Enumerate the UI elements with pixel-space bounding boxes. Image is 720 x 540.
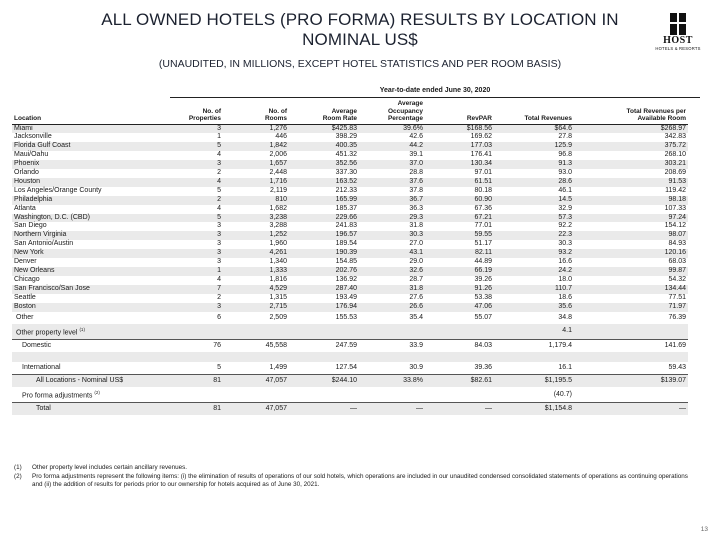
cell-revenues (494, 352, 574, 362)
cell-per-room: $268.97 (574, 124, 688, 133)
cell-per-room: 68.03 (668, 258, 686, 266)
cell-rooms: 1,499 (269, 363, 287, 371)
cell-adr: 196.57 (289, 231, 359, 240)
cell-revpar (425, 387, 494, 403)
cell-properties: 5 (157, 142, 223, 151)
cell-properties: 81 (157, 403, 223, 416)
cell-location: San Diego (14, 222, 47, 230)
cell-occupancy: 28.8 (409, 169, 423, 177)
cell-properties: 4 (217, 204, 221, 212)
col-header-rev-per-room: Total Revenues per Available Room (574, 100, 688, 124)
cell-rooms: 4,261 (223, 249, 289, 258)
cell-adr: 163.52 (289, 178, 359, 187)
cell-adr (289, 352, 359, 362)
cell-rooms: 45,558 (223, 339, 289, 352)
cell-location: International (22, 363, 61, 371)
cell-revenues: 91.3 (494, 160, 574, 169)
cell-per-room: 208.69 (664, 169, 686, 177)
cell-per-room: 84.93 (668, 240, 686, 248)
col-header-occupancy: Average Occupancy Percentage (359, 100, 425, 124)
cell-revpar (425, 324, 494, 340)
cell-revenues: (40.7) (553, 390, 572, 398)
cell-location: New Orleans (12, 267, 157, 276)
cell-location: All Locations - Nominal US$ (12, 374, 157, 387)
cell-rooms: 2,448 (269, 169, 287, 177)
cell-occupancy: 33.8% (359, 374, 425, 387)
cell-location: Domestic (12, 339, 157, 352)
table-row (12, 169, 688, 178)
cell-properties: 2 (217, 293, 221, 301)
cell-per-room: 342.83 (664, 133, 686, 141)
cell-revpar: 130.34 (425, 160, 494, 169)
cell-revpar: 67.21 (425, 214, 494, 223)
table-row (12, 205, 688, 214)
cell-location: Other (16, 313, 34, 321)
cell-rooms: 1,276 (223, 124, 289, 133)
cell-per-room: 99.87 (574, 267, 688, 276)
cell-location: Denver (14, 258, 37, 266)
cell-occupancy: 44.2 (359, 142, 425, 151)
cell-revpar: 66.19 (425, 267, 494, 276)
table-row (12, 187, 688, 196)
col-header-location: Location (12, 100, 157, 124)
cell-adr: $244.10 (289, 374, 359, 387)
cell-adr: 287.40 (289, 285, 359, 294)
cell-adr: 176.94 (289, 303, 359, 312)
cell-adr: 212.33 (335, 186, 357, 194)
cell-location: Maui/Oahu (14, 151, 49, 159)
cell-location: Chicago (14, 275, 40, 283)
cell-revenues: 28.6 (494, 178, 574, 187)
cell-occupancy: 36.7 (359, 196, 425, 205)
cell-properties (157, 387, 223, 403)
cell-adr: 189.54 (335, 240, 357, 248)
table-row (12, 387, 688, 403)
cell-revpar: 91.26 (425, 285, 494, 294)
cell-revenues: 93.2 (494, 249, 574, 258)
cell-rooms: 2,006 (269, 151, 287, 159)
cell-rooms: 2,509 (269, 313, 287, 321)
cell-properties: 3 (157, 249, 223, 258)
table-row (12, 222, 688, 231)
cell-properties: 1 (157, 267, 223, 276)
cell-revenues: 18.6 (558, 293, 572, 301)
cell-revenues: 18.0 (558, 275, 572, 283)
cell-occupancy: 35.4 (409, 313, 423, 321)
cell-adr: 398.29 (335, 133, 357, 141)
cell-revenues: 14.5 (494, 196, 574, 205)
table-row (12, 267, 688, 276)
cell-adr: 155.53 (335, 313, 357, 321)
cell-per-room: 98.18 (574, 196, 688, 205)
cell-rooms: 810 (223, 196, 289, 205)
cell-revenues: 22.3 (494, 231, 574, 240)
col-header-properties: No. of Properties (157, 100, 223, 124)
cell-location: Orlando (14, 169, 39, 177)
cell-location: Total (12, 403, 157, 416)
cell-revpar: 84.03 (425, 339, 494, 352)
cell-revpar: 39.36 (474, 363, 492, 371)
cell-per-room: $139.07 (574, 374, 688, 387)
cell-location: New York (12, 249, 157, 258)
cell-revpar: 39.26 (474, 275, 492, 283)
cell-location: Los Angeles/Orange County (14, 186, 102, 194)
cell-location: Jacksonville (14, 133, 52, 141)
table-row (12, 133, 688, 142)
cell-revpar: 80.18 (474, 186, 492, 194)
cell-rooms (223, 324, 289, 340)
table-row (12, 231, 688, 240)
cell-location: Florida Gulf Coast (12, 142, 157, 151)
cell-location: Seattle (14, 293, 36, 301)
cell-properties: 5 (217, 186, 221, 194)
host-logo (648, 13, 708, 51)
cell-revpar: 55.07 (474, 313, 492, 321)
table-row (12, 214, 688, 223)
cell-revpar: $82.61 (425, 374, 494, 387)
cell-revenues: 16.1 (558, 363, 572, 371)
cell-occupancy: 29.0 (409, 258, 423, 266)
cell-properties: 3 (217, 258, 221, 266)
cell-rooms: 1,842 (223, 142, 289, 151)
cell-properties (157, 352, 223, 362)
cell-properties: 1 (217, 133, 221, 141)
cell-revenues: 93.0 (558, 169, 572, 177)
cell-occupancy: 32.6 (359, 267, 425, 276)
cell-adr (289, 324, 359, 340)
cell-adr: 202.76 (289, 267, 359, 276)
cell-per-room: 54.32 (668, 275, 686, 283)
cell-adr: 185.37 (335, 204, 357, 212)
cell-rooms: 1,252 (223, 231, 289, 240)
cell-rooms: 1,340 (269, 258, 287, 266)
cell-occupancy: 39.1 (409, 151, 423, 159)
cell-location: Miami (12, 124, 157, 133)
cell-revenues: 57.3 (494, 214, 574, 223)
cell-occupancy: 28.7 (409, 275, 423, 283)
cell-revenues: 125.9 (494, 142, 574, 151)
cell-revenues: 1,179.4 (494, 339, 574, 352)
cell-revpar: 59.55 (425, 231, 494, 240)
cell-revpar: 169.62 (470, 133, 492, 141)
cell-per-room: 97.24 (574, 214, 688, 223)
cell-per-room (574, 387, 688, 403)
cell-per-room: 268.10 (664, 151, 686, 159)
table-row (12, 258, 688, 267)
cell-properties: 4 (157, 178, 223, 187)
cell-revenues: $1,154.8 (494, 403, 574, 416)
cell-location: Atlanta (14, 204, 36, 212)
cell-adr: 127.54 (335, 363, 357, 371)
cell-occupancy: 37.6 (359, 178, 425, 187)
cell-occupancy: 31.8 (359, 285, 425, 294)
table-row (12, 324, 688, 340)
cell-revenues: $64.6 (494, 124, 574, 133)
cell-location: Washington, D.C. (CBD) (12, 214, 157, 223)
cell-rooms: 47,057 (223, 374, 289, 387)
cell-revenues: 27.8 (558, 133, 572, 141)
table-row (12, 249, 688, 258)
cell-rooms: 47,057 (223, 403, 289, 416)
cell-location: San Antonio/Austin (14, 240, 74, 248)
cell-per-room: 141.69 (574, 339, 688, 352)
cell-per-room: 76.39 (668, 313, 686, 321)
cell-per-room: 119.42 (665, 186, 686, 194)
cell-occupancy: 30.9 (409, 363, 423, 371)
cell-properties: 6 (217, 313, 221, 321)
cell-adr (289, 387, 359, 403)
col-header-rooms: No. of Rooms (223, 100, 289, 124)
cell-rooms: 2,119 (270, 186, 287, 194)
cell-rooms: 1,716 (223, 178, 289, 187)
cell-revenues: 35.6 (494, 303, 574, 312)
table-row (12, 374, 688, 387)
cell-adr: — (289, 403, 359, 416)
cell-rooms: 1,682 (269, 204, 287, 212)
cell-occupancy: 26.6 (359, 303, 425, 312)
cell-occupancy: 37.0 (359, 160, 425, 169)
table-row (12, 196, 688, 205)
cell-rooms (223, 352, 289, 362)
cell-revpar: — (425, 403, 494, 416)
table-row (12, 339, 688, 352)
cell-properties: 3 (157, 160, 223, 169)
col-header-total-revenues: Total Revenues (494, 100, 574, 124)
table-row (12, 362, 688, 375)
col-header-revpar: RevPAR (425, 100, 494, 124)
cell-revenues: 110.7 (494, 285, 574, 294)
cell-revpar: 61.51 (425, 178, 494, 187)
cell-revpar: 44.89 (474, 258, 492, 266)
cell-occupancy: 39.6% (359, 124, 425, 133)
cell-revenues: 32.9 (558, 204, 572, 212)
cell-properties: 3 (217, 222, 221, 230)
cell-revenues: 46.1 (558, 186, 572, 194)
cell-occupancy: 33.9 (359, 339, 425, 352)
cell-occupancy (359, 387, 425, 403)
table-row (12, 240, 688, 249)
results-table (12, 100, 688, 415)
cell-revenues: 24.2 (494, 267, 574, 276)
logo-wordmark: HOST (663, 35, 693, 46)
footnote: (2) Pro forma adjustments represent the following items: (i) the elimination of results of operations of our sold hotels, which operations are included in our unaudited condensed consolidated statements of operations as continuing operations and (ii) the addition of results for periods prior to our ownership for hotels acquired as of June 30, 2021. (14, 472, 688, 488)
cell-adr: 136.92 (335, 275, 357, 283)
cell-revenues: 92.2 (558, 222, 572, 230)
cell-adr: 165.99 (289, 196, 359, 205)
cell-occupancy: 36.3 (409, 204, 423, 212)
cell-rooms: 1,960 (269, 240, 287, 248)
cell-revpar: 67.36 (474, 204, 492, 212)
cell-revpar: 53.38 (474, 293, 492, 301)
cell-rooms: 1,333 (223, 267, 289, 276)
table-row (12, 276, 688, 285)
cell-occupancy: 29.3 (359, 214, 425, 223)
cell-location: Philadelphia (12, 196, 157, 205)
cell-location: Other property level $^{(1)}$ (12, 324, 157, 340)
cell-revpar: 77.01 (474, 222, 492, 230)
cell-location: Pro forma adjustments $^{(2)}$ (22, 389, 100, 400)
page-subtitle: (UNAUDITED, IN MILLIONS, EXCEPT HOTEL STATISTICS AND PER ROOM BASIS) (158, 58, 562, 70)
cell-properties: 3 (217, 240, 221, 248)
cell-adr: 352.56 (289, 160, 359, 169)
cell-per-room: 98.07 (574, 231, 688, 240)
cell-rooms: 4,529 (223, 285, 289, 294)
table-row (12, 294, 688, 303)
footnote: (1) Other property level includes certain ancillary revenues. (14, 464, 188, 471)
page-number: 13 (700, 526, 708, 533)
cell-rooms: 2,715 (223, 303, 289, 312)
cell-rooms: 1,816 (269, 275, 287, 283)
cell-per-room (574, 324, 688, 340)
cell-rooms: 3,288 (269, 222, 287, 230)
cell-location: Phoenix (12, 160, 157, 169)
cell-per-room: 375.72 (574, 142, 688, 151)
cell-adr: 154.85 (335, 258, 357, 266)
cell-properties: 76 (157, 339, 223, 352)
table-row (12, 124, 688, 133)
cell-adr: 193.49 (335, 293, 357, 301)
cell-per-room: 107.33 (664, 204, 686, 212)
cell-properties: 3 (157, 124, 223, 133)
cell-properties: 81 (157, 374, 223, 387)
table-row (12, 160, 688, 169)
cell-revpar: 60.90 (425, 196, 494, 205)
logo-tagline: HOTELS & RESORTS (655, 46, 701, 51)
cell-rooms (223, 387, 289, 403)
cell-revpar (425, 352, 494, 362)
cell-per-room: 154.12 (664, 222, 686, 230)
cell-occupancy: 27.6 (409, 293, 423, 301)
cell-properties: 2 (217, 169, 221, 177)
table-row (12, 178, 688, 187)
cell-revpar: 177.03 (425, 142, 494, 151)
cell-rooms: 1,657 (223, 160, 289, 169)
period-heading: Year-to-date ended June 30, 2020 (379, 87, 491, 94)
footnotes (14, 464, 694, 490)
cell-properties: 4 (217, 275, 221, 283)
cell-revenues: $1,195.5 (494, 374, 574, 387)
cell-revpar: $168.56 (425, 124, 494, 133)
cell-rooms: 446 (275, 133, 287, 141)
table-row (12, 352, 688, 362)
cell-revpar: 97.01 (474, 169, 492, 177)
cell-per-room: 77.51 (668, 293, 686, 301)
cell-properties (157, 324, 223, 340)
cell-occupancy: 43.1 (359, 249, 425, 258)
cell-location (12, 352, 157, 362)
cell-per-room: 71.97 (574, 303, 688, 312)
cell-revenues: 96.8 (558, 151, 572, 159)
cell-properties: 3 (157, 231, 223, 240)
cell-per-room: 91.53 (574, 178, 688, 187)
cell-occupancy (359, 324, 425, 340)
cell-properties: 3 (157, 303, 223, 312)
table-row (12, 151, 688, 160)
cell-properties: 7 (157, 285, 223, 294)
cell-per-room: — (574, 403, 688, 416)
cell-occupancy: 31.8 (409, 222, 423, 230)
cell-rooms: 1,315 (269, 293, 287, 301)
cell-occupancy: 27.0 (409, 240, 423, 248)
page-title: ALL OWNED HOTELS (PRO FORMA) RESULTS BY LOCATION IN NOMINAL US$ (101, 10, 619, 49)
cell-properties: 4 (217, 151, 221, 159)
col-header-adr: Average Room Rate (289, 100, 359, 124)
cell-location: Boston (12, 303, 157, 312)
cell-adr: 337.30 (335, 169, 357, 177)
cell-revpar: 47.06 (425, 303, 494, 312)
cell-occupancy: 30.3 (359, 231, 425, 240)
table-row (12, 403, 688, 416)
cell-adr: 241.83 (335, 222, 357, 230)
cell-revenues: 4.1 (494, 324, 574, 340)
cell-occupancy: 37.8 (409, 186, 423, 194)
cell-revpar: 82.11 (425, 249, 494, 258)
cell-rooms: 3,238 (223, 214, 289, 223)
table-body (12, 124, 688, 415)
cell-occupancy: — (359, 403, 425, 416)
cell-occupancy: 42.6 (409, 133, 423, 141)
cell-location: Northern Virginia (12, 231, 157, 240)
table-row (12, 285, 688, 294)
cell-per-room: 120.16 (574, 249, 688, 258)
cell-adr: 190.39 (289, 249, 359, 258)
cell-revenues: 16.6 (558, 258, 572, 266)
cell-adr: 247.59 (289, 339, 359, 352)
cell-per-room: 59.43 (668, 363, 686, 371)
table-row (12, 303, 688, 312)
cell-properties: 5 (157, 214, 223, 223)
cell-per-room (574, 352, 688, 362)
cell-per-room: 134.44 (574, 285, 688, 294)
cell-properties: 5 (217, 363, 221, 371)
cell-location: San Francisco/San Jose (12, 285, 157, 294)
cell-adr: 229.66 (289, 214, 359, 223)
period-rule (170, 97, 700, 98)
cell-adr: $425.83 (289, 124, 359, 133)
table-row (12, 142, 688, 151)
cell-revenues: 30.3 (558, 240, 572, 248)
cell-location: Houston (12, 178, 157, 187)
cell-revpar: 176.41 (470, 151, 492, 159)
cell-adr: 400.35 (289, 142, 359, 151)
cell-adr: 451.32 (335, 151, 357, 159)
cell-per-room: 303.21 (574, 160, 688, 169)
host-logo-icon (670, 13, 686, 35)
table-row (12, 312, 688, 324)
cell-properties: 2 (157, 196, 223, 205)
cell-revenues: 34.8 (558, 313, 572, 321)
table-header-row (12, 100, 688, 124)
cell-occupancy (359, 352, 425, 362)
cell-revpar: 51.17 (474, 240, 492, 248)
